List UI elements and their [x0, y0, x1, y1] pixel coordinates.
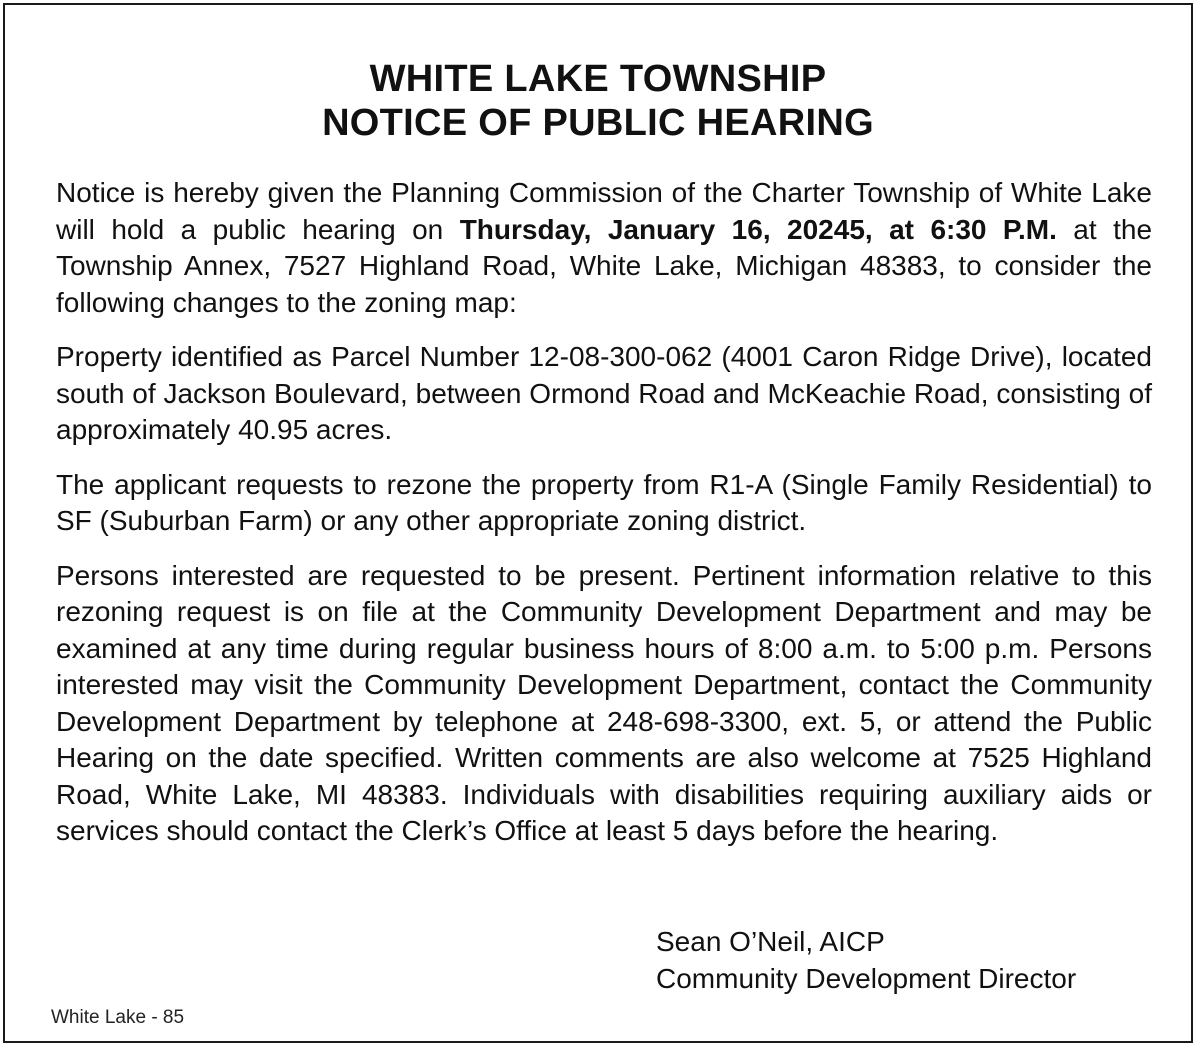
rezoning-request-paragraph: The applicant requests to rezone the property from R1-A (Single Family Residential) to SF (Suburban Farm) or any other appropriate zoning district. [56, 468, 1152, 536]
notice-title-line1: WHITE LAKE TOWNSHIP [369, 58, 827, 100]
signatory-name: Sean O’Neil, AICP [656, 926, 885, 957]
hearing-announcement-paragraph [56, 175, 1152, 321]
hearing-date-time: Thursday, January 16, 20245, at 6:30 P.M. [459, 213, 1057, 245]
signature-block [656, 923, 1076, 997]
public-information-paragraph: Persons interested are requested to be present. Pertinent information relative to this rezoning request is on file at the Community Development Department and may be examined at any time during regular business hours of 8:00 a.m. to 5:00 p.m. Persons interested may visit the Community Development Department, contact the Community Development Department by telephone at 248-698-3300, ext. 5, or attend the Public Hearing on the date specified. Written comments are also welcome at 7525 Highland Road, White Lake, MI 48383. Individuals with disabilities requiring auxiliary aids or services should contact the Clerk’s Office at least 5 days before the hearing. [56, 559, 1152, 846]
hearing-intro-text: Notice is hereby given the Planning Commission of the Charter Township of White Lake will hold a public hearing on [56, 177, 1152, 245]
notice-title-line2: NOTICE OF PUBLIC HEARING [322, 102, 874, 144]
notice-header [5, 57, 1191, 145]
notice-frame [3, 3, 1193, 1043]
hearing-location-text: at the Township Annex, 7527 Highland Road, White Lake, Michigan 48383, to consider the following changes to the zoning map: [56, 213, 1153, 318]
notice-body [56, 175, 1152, 868]
publication-footer: White Lake - 85 [51, 1007, 185, 1028]
property-description-paragraph: Property identified as Parcel Number 12-08-300-062 (4001 Caron Ridge Drive), located south of Jackson Boulevard, between Ormond Road and McKeachie Road, consisting of approximately 40.95 acres. [56, 341, 1152, 445]
signatory-title: Community Development Director [656, 963, 1077, 994]
